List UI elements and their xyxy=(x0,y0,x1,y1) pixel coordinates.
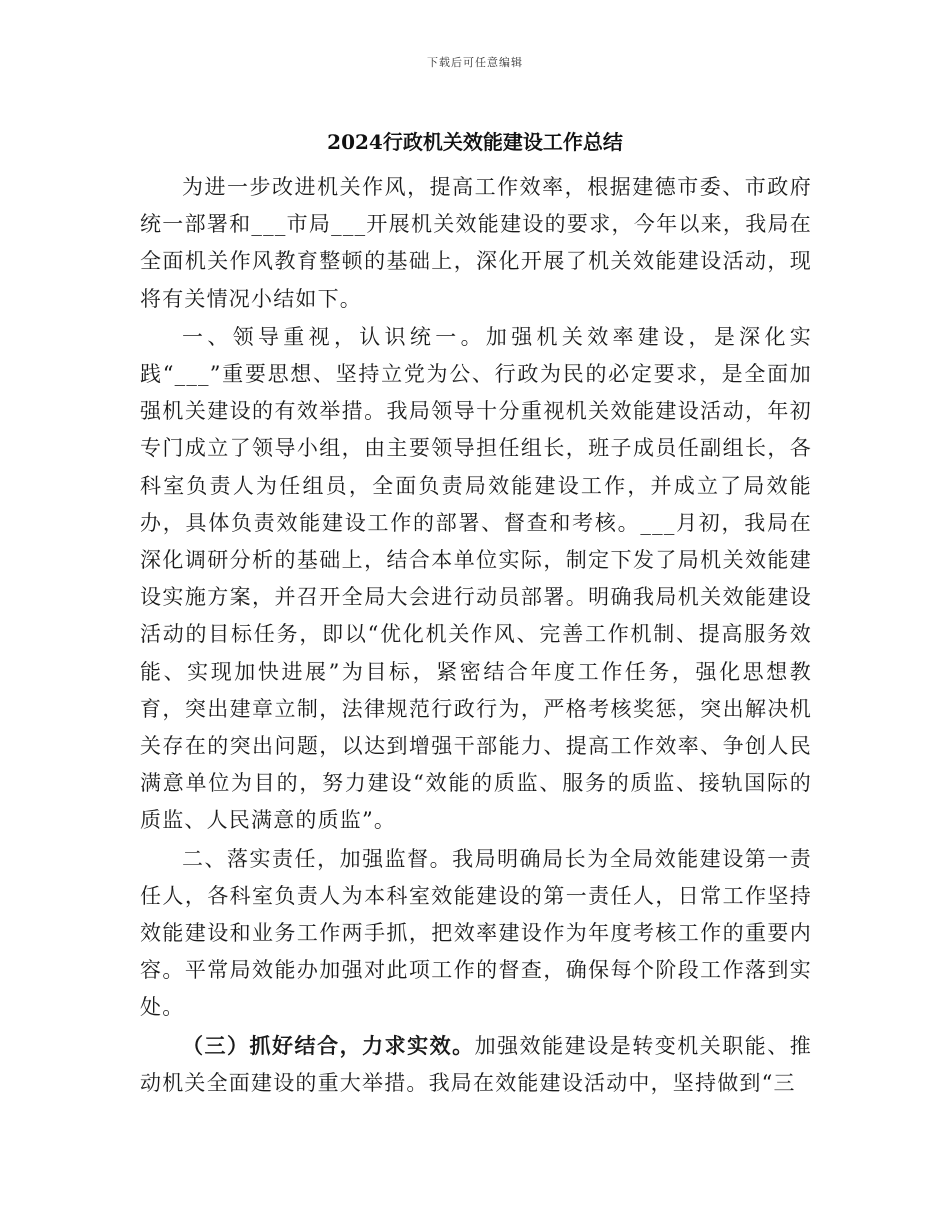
paragraph-text: 加强效能建设是转变机关职能、推动机关全面建设的重大举措。我局在效能建设活动中，坚持做到“三 xyxy=(140,1033,812,1095)
document-title: 2024行政机关效能建设工作总结 xyxy=(327,130,623,154)
paragraph-text: 为进一步改进机关作风，提高工作效率，根据建德市委、市政府统一部署和___市局___开展机关效能建设的要求，今年以来，我局在全面机关作风教育整顿的基础上，深化开展了机关效能建设活动，现将有关情况小结如下。 xyxy=(140,175,812,311)
page-header: 下载后可任意编辑 xyxy=(427,56,523,69)
paragraph-text: 二、落实责任，加强监督。我局明确局长为全局效能建设第一责任人，各科室负责人为本科室效能建设的第一责任人，日常工作坚持效能建设和业务工作两手抓，把效率建设作为年度考核工作的重要内容。平常局效能办加强对此项工作的督查，确保每个阶段工作落到实处。 xyxy=(140,846,812,1020)
paragraph-section-3 xyxy=(140,1027,812,1102)
paragraph-section-2 xyxy=(140,840,812,1027)
paragraph-text: 一、领导重视，认识统一。加强机关效率建设，是深化实践“___”重要思想、坚持立党为公、行政为民的必定要求，是全面加强机关建设的有效举措。我局领导十分重视机关效能建设活动，年初专门成立了领导小组，由主要领导担任组长，班子成员任副组长，各科室负责人为任组员，全面负责局效能建设工作，并成立了局效能办，具体负责效能建设工作的部署、督查和考核。___月初，我局在深化调研分析的基础上，结合本单位实际，制定下发了局机关效能建设实施方案，并召开全局大会进行动员部署。明确我局机关效能建设活动的目标任务，即以“优化机关作风、完善工作机制、提高服务效能、实现加快进展”为目标，紧密结合年度工作任务，强化思想教育，突出建章立制，法律规范行政行为，严格考核奖惩，突出解决机关存在的突出问题，以达到增强干部能力、提高工作效率、争创人民满意单位为目的，努力建设“效能的质监、服务的质监、接轨国际的质监、人民满意的质监”。 xyxy=(140,324,812,833)
paragraph-intro xyxy=(140,168,812,318)
paragraph-section-1 xyxy=(140,318,812,840)
paragraph-lead: （三）抓好结合，力求实效。 xyxy=(182,1032,475,1058)
document-body xyxy=(140,168,812,1102)
